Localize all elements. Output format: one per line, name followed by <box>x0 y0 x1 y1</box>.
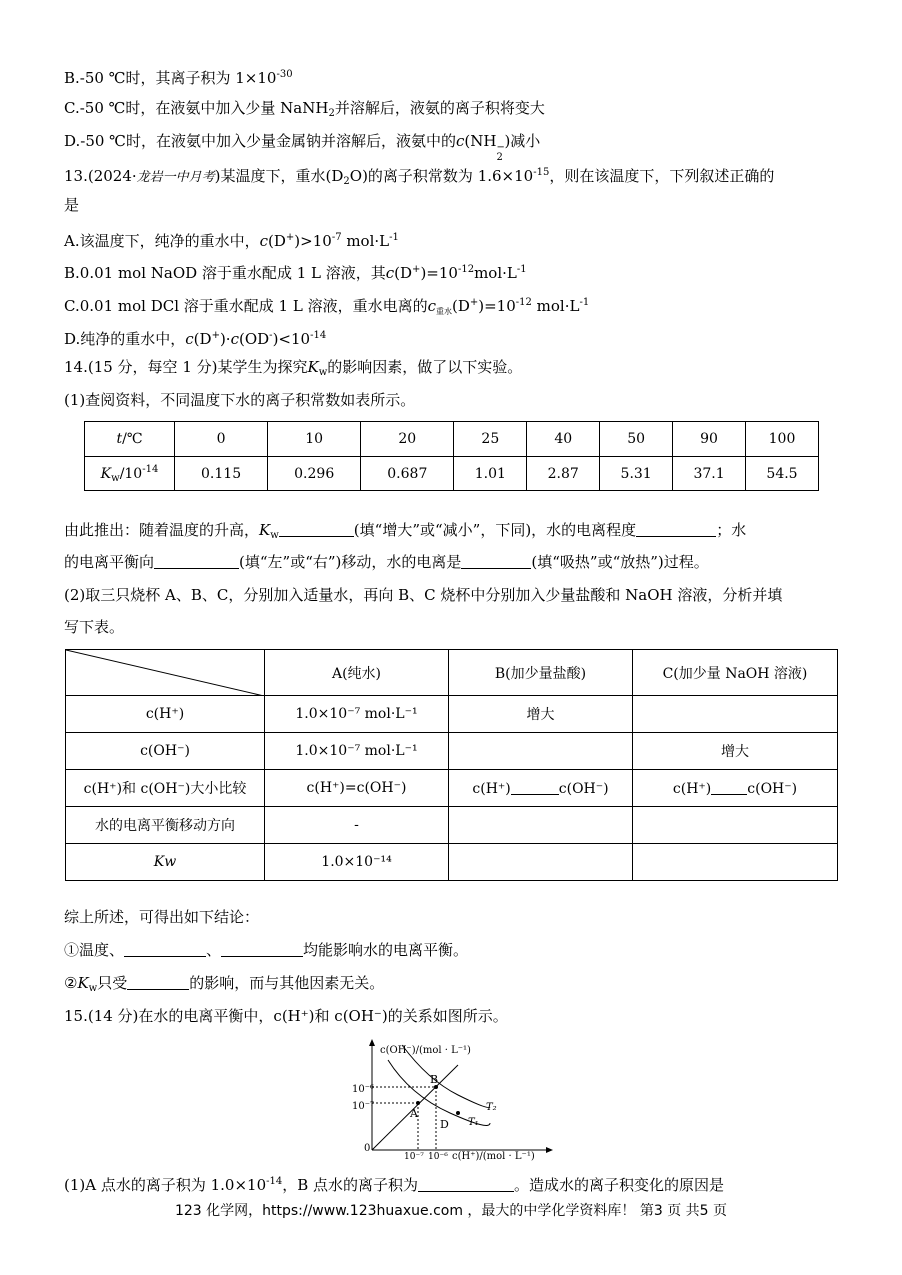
cell-a-direction: - <box>265 807 449 844</box>
cell-c-direction[interactable] <box>633 807 838 844</box>
conclusion-2: $②K_w$只受 的影响，而与其他因素无关。 <box>64 974 385 994</box>
cell-a-oh: 1.0×10⁻⁷ mol·L⁻¹ <box>265 733 449 770</box>
label-t1: T₁ <box>468 1117 479 1128</box>
question-15: 15.(14 分)在水的电离平衡中，c(H⁺)和 c(OH⁻)的关系如图所示。 <box>64 1007 508 1025</box>
kw-cell: 0.687 <box>361 457 454 491</box>
question-13: 13.(2024·龙岩一中月考)某温度下，重水$(D_2O)$的离子积常数为 $1.6\times 10^{-15}$，则在该温度下，下列叙述正确的 <box>64 167 775 187</box>
page-footer: 123 化学网，https://www.123huaxue.com ，最大的中学化学资料库！ 第3 页 共5 页 <box>174 1203 728 1219</box>
conclusion-intro: 综上所述，可得出如下结论： <box>64 908 260 926</box>
answer-blank[interactable] <box>124 942 206 957</box>
temp-cell: 90 <box>673 422 746 457</box>
kw-row <box>85 457 819 491</box>
inference-line-1: 由此推出：随着温度的升高，$K_w$ (填“增大”或“减小”，下同)，水的电离程度 ；水 <box>64 521 747 541</box>
answer-blank[interactable] <box>711 780 747 795</box>
table-row <box>66 844 838 881</box>
temp-cell: 100 <box>746 422 819 457</box>
kw-cell: 1.01 <box>454 457 527 491</box>
y-axis-label: c(OH⁻)/(mol · L⁻¹) <box>380 1045 471 1056</box>
part-1-intro: (1)查阅资料，不同温度下水的离子积常数如表所示。 <box>64 391 416 409</box>
option-13b: B.0.01 mol NaOD 溶于重水配成 1 L 溶液，其$c(D^+)=10^{-12}mol\cdot L^{-1}$ <box>64 264 527 282</box>
question-14: 14.(15 分，每空 1 分)某学生为探究$K_w$的影响因素，做了以下实验。 <box>64 358 523 378</box>
col-header-a: A(纯水) <box>265 650 449 696</box>
temp-cell: 50 <box>600 422 673 457</box>
y-tick-lo: 10⁻⁷ <box>352 1101 375 1112</box>
y-tick-hi: 10⁻⁶ <box>352 1084 375 1095</box>
answer-blank[interactable] <box>154 554 239 569</box>
cell-a-kw: 1.0×10⁻¹⁴ <box>265 844 449 881</box>
option-13d: D.纯净的重水中，$c(D^+)\cdot c(OD^-)<10^{-14}$ <box>64 330 327 348</box>
beaker-comparison-table <box>65 649 838 881</box>
cell-b-oh[interactable] <box>449 733 633 770</box>
answer-blank[interactable] <box>221 942 303 957</box>
conclusion-1: ①温度、 、 均能影响水的电离平衡。 <box>64 941 469 959</box>
curve-t1 <box>388 1060 490 1125</box>
cell-b-kw[interactable] <box>449 844 633 881</box>
diagonal-header-cell <box>66 650 265 696</box>
table-row <box>66 807 838 844</box>
kw-header: $K_w/10^{-14}$ <box>85 457 175 491</box>
answer-blank[interactable] <box>511 780 559 795</box>
label-a: A <box>410 1107 418 1120</box>
col-header-c: C(加少量 NaOH 溶液) <box>633 650 838 696</box>
temp-cell: 10 <box>268 422 361 457</box>
kw-cell: 2.87 <box>527 457 600 491</box>
answer-blank[interactable] <box>636 522 716 537</box>
cell-c-kw[interactable] <box>633 844 838 881</box>
diagonal-line <box>66 650 264 696</box>
answer-blank[interactable] <box>418 1177 514 1192</box>
table-row <box>66 770 838 807</box>
point-d <box>456 1111 460 1115</box>
row-header-oh: c(OH⁻) <box>66 733 265 770</box>
option-c-line: C.-50 ℃时，在液氨中加入少量 NaNH$_2$并溶解后，液氨的离子积将变大 <box>64 99 545 119</box>
temp-cell: 20 <box>361 422 454 457</box>
x-tick-hi: 10⁻⁶ <box>428 1152 448 1162</box>
answer-blank[interactable] <box>461 554 531 569</box>
cell-c-compare: c(H⁺) c(OH⁻) <box>633 770 838 807</box>
option-b-line: B.-50 ℃时，其离子积为 $1\times 10^{-30}$ <box>64 69 293 87</box>
col-header-b: B(加少量盐酸) <box>449 650 633 696</box>
answer-blank[interactable] <box>279 522 354 537</box>
point-a <box>416 1101 420 1105</box>
cell-a-compare: c(H⁺)=c(OH⁻) <box>265 770 449 807</box>
question-15-part-1: (1)A 点水的离子积为 $1.0\times 10^{-14}$，B 点水的离子积为 。造成水的离子积变化的原因是 <box>64 1176 725 1194</box>
table2-header-row <box>66 650 838 696</box>
row-header-h: c(H⁺) <box>66 696 265 733</box>
temp-cell: 40 <box>527 422 600 457</box>
row-header-compare: c(H⁺)和 c(OH⁻)大小比较 <box>66 770 265 807</box>
table-row <box>66 733 838 770</box>
cell-b-compare: c(H⁺) c(OH⁻) <box>449 770 633 807</box>
temp-cell: 25 <box>454 422 527 457</box>
label-d: D <box>440 1118 449 1131</box>
inference-line-2: 的电离平衡向 (填“左”或“右”)移动，水的电离是 (填“吸热”或“放热”)过程。 <box>64 553 709 571</box>
question-13-cont: 是 <box>64 196 80 214</box>
x-tick-lo: 10⁻⁷ <box>404 1152 424 1162</box>
temp-cell: 0 <box>175 422 268 457</box>
cell-a-h: 1.0×10⁻⁷ mol·L⁻¹ <box>265 696 449 733</box>
option-d-line: D.-50 ℃时，在液氨中加入少量金属钠并溶解后，液氨中的c(NH − 2 )减小 <box>64 132 541 163</box>
table-row <box>66 696 838 733</box>
answer-blank[interactable] <box>127 975 189 990</box>
kw-cell: 5.31 <box>600 457 673 491</box>
part-2-intro-cont: 写下表。 <box>64 618 125 636</box>
option-13c: C.0.01 mol DCl 溶于重水配成 1 L 溶液，重水电离的$c_{重水}(D^+)=10^{-12}$ $mol\cdot L^{-1}$ <box>64 297 590 316</box>
part-2-intro: (2)取三只烧杯 A、B、C，分别加入适量水，再向 B、C 烧杯中分别加入少量盐酸和 NaOH 溶液，分析并填 <box>64 586 783 604</box>
origin-label: 0 <box>364 1143 371 1154</box>
cell-b-direction[interactable] <box>449 807 633 844</box>
temperature-header: t/℃ <box>85 422 175 457</box>
temperature-row <box>85 422 819 457</box>
kw-cell: 0.296 <box>268 457 361 491</box>
label-t2: T₂ <box>486 1102 497 1113</box>
option-13a: A.该温度下，纯净的重水中，$c(D^+)>10^{-7}$ $mol\cdot L^{-1}$ <box>64 232 399 250</box>
cell-c-h[interactable] <box>633 696 838 733</box>
row-header-direction: 水的电离平衡移动方向 <box>66 807 265 844</box>
kw-temperature-table <box>84 421 819 491</box>
kw-cell: 37.1 <box>673 457 746 491</box>
kw-cell: 0.115 <box>175 457 268 491</box>
ion-product-graph <box>340 1035 560 1165</box>
label-b: B <box>430 1073 439 1086</box>
x-axis-label: c(H⁺)/(mol · L⁻¹) <box>452 1151 535 1162</box>
cell-b-h: 增大 <box>449 696 633 733</box>
kw-cell: 54.5 <box>746 457 819 491</box>
cell-c-oh: 增大 <box>633 733 838 770</box>
row-header-kw: Kw <box>66 844 265 881</box>
